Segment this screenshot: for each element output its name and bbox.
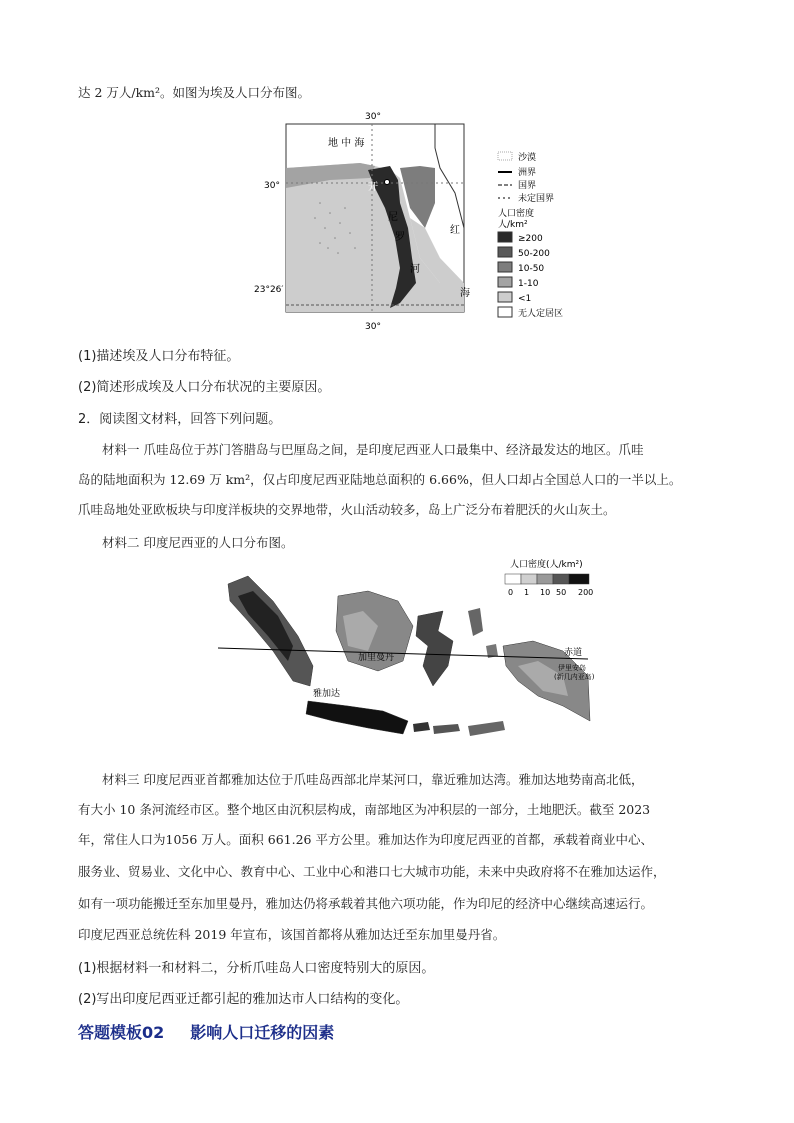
nusa-tenggara-island: [468, 721, 505, 736]
indo-tick-1: 1: [524, 588, 530, 597]
legend-class-label-1: 50-200: [518, 249, 550, 259]
java-char-1: 爪: [318, 725, 328, 735]
legend-swatch-5: [498, 307, 512, 317]
map-char-ni: 尼: [388, 212, 398, 223]
map-char-hong: 红: [450, 225, 460, 236]
section-heading: [78, 1020, 360, 1043]
indo-tick-0: 0: [508, 588, 514, 597]
question-4: (2)写出印度尼西亚迁都引起的雅加达市人口结构的变化。: [78, 992, 409, 1007]
question-2: (2)简述形成埃及人口分布状况的主要原因。: [78, 380, 331, 395]
maluku-island: [468, 608, 483, 636]
legend-desert: 沙漠: [518, 153, 537, 163]
legend-density-unit: 人/km²: [498, 220, 528, 230]
legend-national: 国界: [518, 181, 537, 191]
indo-tick-2: 10: [540, 588, 551, 597]
legend-swatch-4: [498, 292, 512, 302]
material-1-line-1: 材料一 爪哇岛位于苏门答腊岛与巴厘岛之间，是印度尼西亚人口最集中、经济最发达的地区。爪哇: [102, 442, 644, 457]
legend-class-label-2: 10-50: [518, 264, 545, 274]
legend-class-label-0: ≥200: [518, 234, 543, 244]
bali-island: [413, 722, 430, 732]
legend-swatch-3: [498, 277, 512, 287]
equator-label: 赤道: [564, 648, 583, 658]
indonesia-population-map: [218, 556, 598, 756]
irian-label-2: (新几内亚岛): [554, 673, 595, 681]
material-3-line-4: 服务业、贸易业、文化中心、教育中心、工业中心和港口七大城市功能，未来中央政府将不在雅加达运作，: [78, 864, 666, 879]
material-1-line-3: 爪哇岛地处亚欧板块与印度洋板块的交界地带，火山活动较多，岛上广泛分布着肥沃的火山灰土。: [78, 502, 616, 517]
problem-2-title: 2．阅读图文材料，回答下列问题。: [78, 412, 282, 427]
egypt-legend: [498, 151, 563, 319]
legend-swatch-2: [498, 262, 512, 272]
map-char-kai: 开: [368, 182, 378, 193]
egypt-population-map: [250, 108, 580, 333]
irian-label-1: 伊里安岛: [558, 664, 586, 672]
jakarta-label: 雅加达: [313, 689, 341, 699]
indonesia-legend: [505, 558, 593, 597]
material-3-line-5: 如有一项功能搬迁至东加里曼丹，雅加达仍将承载着其他六项功能，作为印尼的经济中心继续高速运行。: [78, 896, 654, 911]
material-3-line-2: 有大小 10 条河流经市区。整个地区由沉积层构成，南部地区为冲积层的一部分，土地肥沃。截至 2023: [78, 802, 651, 817]
indo-tick-4: 200: [578, 588, 594, 597]
kalimantan-label: 加里曼丹: [358, 653, 395, 663]
java-char-2: 哇: [343, 729, 353, 739]
legend-class-label-5: 无人定居区: [518, 309, 564, 319]
map-char-hai: 海: [460, 288, 470, 299]
java-char-3: 岛: [368, 733, 378, 743]
lat-2326-label: 23°26′: [254, 285, 284, 295]
sulawesi-island: [416, 611, 453, 686]
heading-title: 影响人口迁移的因素: [190, 1023, 335, 1042]
indo-legend-title: 人口密度(人/km²): [510, 560, 583, 570]
bottom-lon-label: 30°: [365, 322, 381, 332]
mediterranean-label: 地 中 海: [328, 138, 365, 149]
map-char-luo: 罗: [395, 232, 405, 243]
intro-line: 达 2 万人/km²。如图为埃及人口分布图。: [78, 85, 311, 100]
lombok-island: [433, 724, 460, 734]
question-3: (1)根据材料一和材料二，分析爪哇岛人口密度特别大的原因。: [78, 961, 435, 976]
top-lon-label: 30°: [365, 112, 381, 122]
material-1-line-2: 岛的陆地面积为 12.69 万 km²，仅占印度尼西亚陆地总面积的 6.66%，但人口却占全国总人口的一半以上。: [78, 472, 682, 487]
legend-continent: 洲界: [518, 168, 537, 178]
material-3-line-6: 印度尼西亚总统佐科 2019 年宣布，该国首都将从雅加达迁至东加里曼丹省。: [78, 927, 506, 942]
material-2-line: 材料二 印度尼西亚的人口分布图。: [102, 535, 294, 550]
legend-density-title: 人口密度: [498, 209, 535, 219]
heading-label: 答题模板02: [78, 1023, 165, 1042]
lat-30-label: 30°: [264, 181, 280, 191]
legend-swatch-0: [498, 232, 512, 242]
legend-undetermined: 未定国界: [518, 194, 555, 204]
map-char-he: 河: [410, 264, 420, 275]
cairo-point: [385, 180, 390, 185]
legend-class-label-3: 1-10: [518, 279, 539, 289]
legend-swatch-1: [498, 247, 512, 257]
question-1: (1)描述埃及人口分布特征。: [78, 349, 240, 364]
indo-tick-3: 50: [556, 588, 567, 597]
legend-class-label-4: <1: [518, 294, 532, 304]
material-3-line-1: 材料三 印度尼西亚首都雅加达位于爪哇岛西部北岸某河口，靠近雅加达湾。雅加达地势南高北低，: [102, 772, 644, 787]
material-3-line-3: 年，常住人口为1056 万人。面积 661.26 平方公里。雅加达作为印度尼西亚的首都，承载着商业中心、: [78, 832, 653, 847]
